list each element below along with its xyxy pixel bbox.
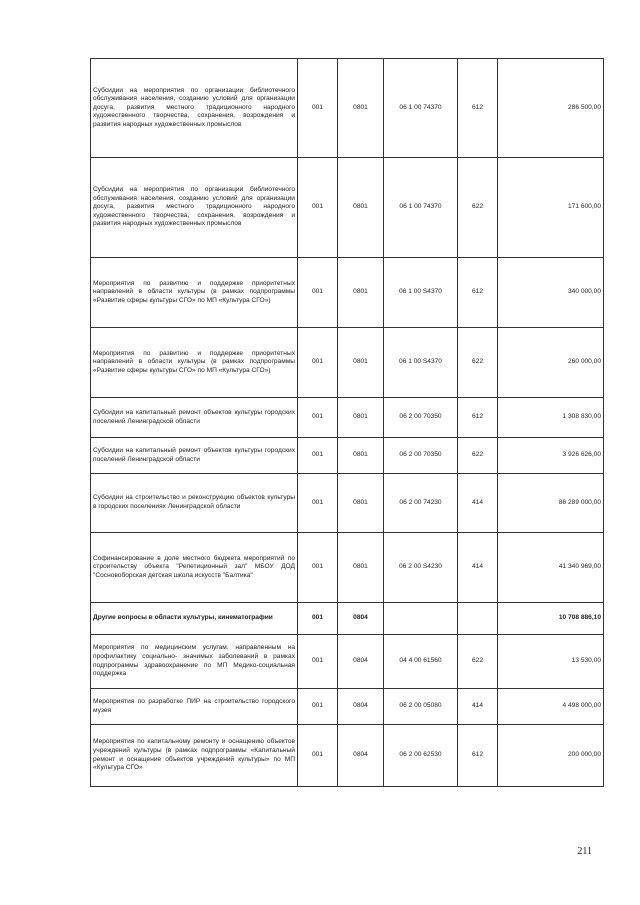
row-expense-type: 622	[458, 635, 498, 689]
row-sum: 340 000,00	[498, 258, 604, 328]
row-dept-code: 001	[298, 533, 338, 603]
row-section-code: 0801	[338, 158, 384, 258]
table-row	[91, 725, 604, 787]
row-article-code: 04 4 00 61560	[384, 635, 458, 689]
row-sum: 10 708 886,10	[498, 603, 604, 635]
row-dept-code: 001	[298, 158, 338, 258]
row-sum: 86 289 000,00	[498, 474, 604, 533]
row-expense-type: 622	[458, 158, 498, 258]
row-article-code	[384, 603, 458, 635]
row-section-code: 0801	[338, 474, 384, 533]
row-article-code: 06 2 00 62530	[384, 725, 458, 787]
row-description: Субсидии на мероприятия по организации библиотечного обслуживания населения, созданию условий для организации досуга, развития местного традиционного народного художественного творчества, сохранения, возрождения и развития народных художественных промыслов	[91, 59, 298, 158]
row-expense-type	[458, 603, 498, 635]
row-description: Мероприятия по развитию и поддержке приоритетных направлений в области культуры (в рамках подпрограммы «Развитие сферы культуры СГО» по МП «Культура СГО»)	[91, 258, 298, 328]
row-dept-code: 001	[298, 328, 338, 398]
row-dept-code: 001	[298, 59, 338, 158]
row-description: Мероприятия по разработке ПИР на строительство городского музея	[91, 689, 298, 725]
row-sum: 1 308 830,00	[498, 398, 604, 438]
row-description: Мероприятия по медицинским услугам, направленным на профилактику социально- значимых заболеваний в рамках подпрограммы здравоохранение по МП Медико-социальная поддержка	[91, 635, 298, 689]
row-description: Субсидии на капитальный ремонт объектов культуры городских поселений Ленинградской области	[91, 438, 298, 474]
row-sum: 260 000,00	[498, 328, 604, 398]
row-article-code: 06 2 00 05080	[384, 689, 458, 725]
page-number: 211	[577, 846, 592, 857]
row-section-code: 0801	[338, 398, 384, 438]
table-row	[91, 438, 604, 474]
row-sum: 4 498 000,00	[498, 689, 604, 725]
row-section-code: 0801	[338, 533, 384, 603]
row-expense-type: 414	[458, 474, 498, 533]
row-article-code: 06 1 00 S4370	[384, 328, 458, 398]
row-article-code: 06 2 00 S4230	[384, 533, 458, 603]
row-section-code: 0804	[338, 725, 384, 787]
table-row-subtotal	[91, 603, 604, 635]
row-dept-code: 001	[298, 635, 338, 689]
row-sum: 200 000,00	[498, 725, 604, 787]
row-expense-type: 622	[458, 438, 498, 474]
budget-table-body	[91, 59, 604, 787]
row-dept-code: 001	[298, 689, 338, 725]
row-dept-code: 001	[298, 438, 338, 474]
row-expense-type: 612	[458, 258, 498, 328]
row-dept-code: 001	[298, 725, 338, 787]
row-expense-type: 612	[458, 59, 498, 158]
row-article-code: 06 2 00 70350	[384, 438, 458, 474]
table-row	[91, 474, 604, 533]
row-description: Субсидии на капитальный ремонт объектов культуры городских поселений Ленинградской области	[91, 398, 298, 438]
row-description: Другие вопросы в области культуры, кинематографии	[91, 603, 298, 635]
table-row	[91, 328, 604, 398]
table-row	[91, 398, 604, 438]
row-dept-code: 001	[298, 398, 338, 438]
row-expense-type: 414	[458, 689, 498, 725]
row-description: Мероприятия по капитальному ремонту и оснащению объектов учреждений культуры (в рамках подпрограммы «Капитальный ремонт и оснащение объектов учреждений культуры» по МП «Культура СГО»	[91, 725, 298, 787]
row-section-code: 0804	[338, 635, 384, 689]
row-section-code: 0801	[338, 438, 384, 474]
row-description: Субсидии на мероприятия по организации библиотечного обслуживания населения, созданию условий для организации досуга, развития местного традиционного народного художественного творчества, сохранения, возрождения и развития народных художественных промыслов	[91, 158, 298, 258]
row-dept-code: 001	[298, 258, 338, 328]
row-article-code: 06 2 00 74230	[384, 474, 458, 533]
table-row	[91, 258, 604, 328]
row-section-code: 0801	[338, 258, 384, 328]
row-section-code: 0801	[338, 328, 384, 398]
row-section-code: 0801	[338, 59, 384, 158]
row-description: Мероприятия по развитию и поддержке приоритетных направлений в области культуры (в рамках подпрограммы «Развитие сферы культуры СГО» по МП «Культура СГО»)	[91, 328, 298, 398]
budget-table	[90, 58, 604, 787]
row-expense-type: 414	[458, 533, 498, 603]
row-description: Субсидии на строительство и реконструкцию объектов культуры в городских поселениях Ленинградской области	[91, 474, 298, 533]
row-article-code: 06 1 00 74370	[384, 158, 458, 258]
row-sum: 13 530,00	[498, 635, 604, 689]
row-article-code: 06 1 00 74370	[384, 59, 458, 158]
row-sum: 41 340 969,00	[498, 533, 604, 603]
row-dept-code: 001	[298, 474, 338, 533]
table-row	[91, 158, 604, 258]
row-article-code: 06 2 00 70350	[384, 398, 458, 438]
table-row	[91, 635, 604, 689]
row-sum: 3 926 626,00	[498, 438, 604, 474]
row-description: Софинансирование в доле местного бюджета мероприятий по строительству объекта "Репетиционный зал" МБОУ ДОД "Сосновоборская детская школа искусств "Балтика"	[91, 533, 298, 603]
row-dept-code: 001	[298, 603, 338, 635]
row-expense-type: 612	[458, 398, 498, 438]
row-section-code: 0804	[338, 603, 384, 635]
table-row	[91, 689, 604, 725]
row-section-code: 0804	[338, 689, 384, 725]
row-expense-type: 622	[458, 328, 498, 398]
row-article-code: 06 1 00 S4370	[384, 258, 458, 328]
row-sum: 171 600,00	[498, 158, 604, 258]
table-row	[91, 533, 604, 603]
row-sum: 286 500,00	[498, 59, 604, 158]
table-row	[91, 59, 604, 158]
row-expense-type: 612	[458, 725, 498, 787]
